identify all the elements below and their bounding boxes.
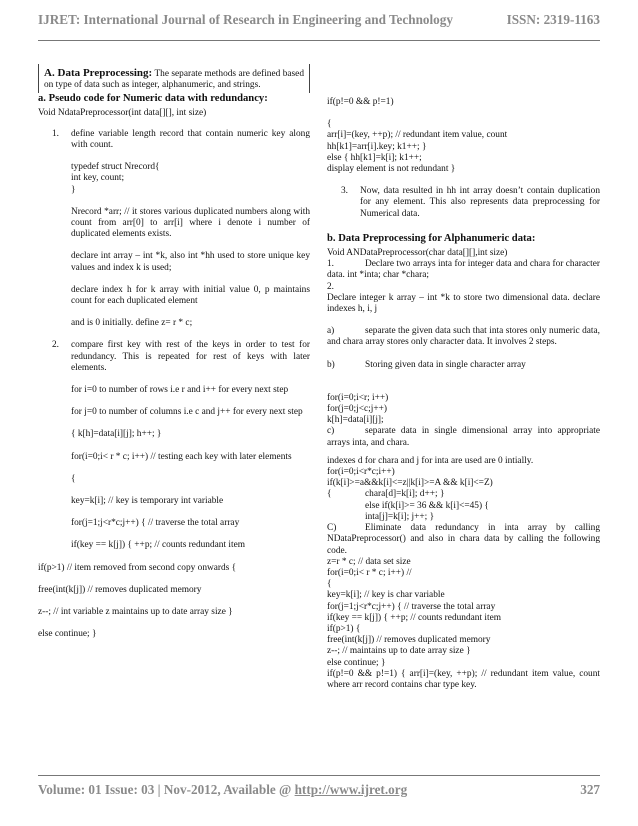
sub-a-text: separate the given data such that inta stores only numeric data, and chara array stores only character data. It involves 2 steps.: [327, 326, 600, 348]
typedef-line-2: int key, count;: [71, 173, 125, 184]
sub-c-label: c): [327, 426, 335, 437]
open-brace-r: {: [327, 119, 332, 130]
open-brace: {: [71, 473, 76, 484]
free-r: free(int(k[j]) // removes duplicated memory: [327, 635, 491, 646]
b-step-1-num: 1.: [327, 259, 335, 270]
footer-volume-text: Volume: 01 Issue: 03 | Nov-2012, Available @: [38, 782, 295, 797]
sub-c: [327, 426, 600, 448]
section-a-intro: [38, 64, 310, 93]
z-dec-r: z--; // maintains up to date array size }: [327, 646, 471, 657]
footer-url-link[interactable]: http://www.ijret.org: [294, 782, 408, 797]
open-brace-r2: {: [327, 579, 332, 590]
if-key-equal: if(key == k[j]) { ++p; // counts redundant item: [71, 540, 245, 551]
loop-i-text: for i=0 to number of rows i.e r and i++ for every next step: [71, 385, 289, 396]
chara-line: [327, 489, 600, 500]
step-C-label: C): [327, 523, 337, 534]
sub-b: [327, 360, 600, 371]
sub-b-text: Storing given data in single character array: [365, 359, 526, 370]
sub-c-text: separate data in single dimensional array into appropriate arrays inta, and chara.: [327, 426, 600, 448]
sub-a-label: a): [327, 326, 335, 337]
typedef-line-3: }: [71, 184, 76, 195]
func-andata: Void ANDataPreprocessor(char data[][],int size): [327, 248, 508, 259]
list-item-1-text: define variable length record that contain numeric key along with count.: [71, 128, 310, 151]
list-item-1-num: 1.: [52, 128, 60, 139]
last-line: if(p!=0 && p!=1) { arr[i]=(key, ++p); // redundant item value, count where arr record contains char type key.: [327, 668, 600, 690]
b-step-1: [327, 259, 600, 281]
for-i-loop: for(i=0;i< r * c; i++) // testing each key with later elements: [71, 451, 292, 462]
z-decrement: z--; // int variable z maintains up to date array size }: [38, 607, 233, 618]
loop-j-text: for j=0 to number of columns i.e c and j++ for every next step: [71, 407, 303, 418]
declare-h-text: declare index h for k array with initial value 0, p maintains count for each duplicated element: [71, 284, 310, 307]
section-a-lead: A. Data Preprocessing:: [44, 67, 153, 79]
page-header: [0, 0, 638, 58]
sub-b-label: b): [327, 359, 335, 370]
section-a-text: The separate methods are defined based on type of data such as integer, alphanumeric, and strings.: [44, 69, 304, 91]
z-size: z=r * c; // data set size: [327, 556, 411, 567]
b-step-1-text: Declare two arrays inta for integer data and chara for character data. int *inta; char *chara;: [327, 259, 600, 281]
nrecord-text: Nrecord *arr; // it stores various duplicated numbers along with count from arr[0] to arr[i] where i denote i number of duplicated elements exists.: [71, 206, 310, 240]
b-step-2-num: 2.: [327, 281, 335, 292]
typedef-block: [38, 162, 310, 196]
for-j-loop: for(j=1;j<r*c;j++) { // traverse the total array: [71, 518, 240, 529]
page-number: 327: [580, 782, 600, 797]
list-item-3: [327, 186, 600, 220]
if-k-range: if(k[i]>=a&&k[i]<=z||k[i]>=A && k[i]<=Z): [327, 478, 493, 489]
if-p1-r: if(p>1) {: [327, 623, 361, 634]
for-j2: for(j=1;j<r*c;j++) { // traverse the total array: [327, 601, 496, 612]
footer-rule: [38, 775, 600, 776]
key-assign: key=k[i]; // key is temporary int variable: [71, 496, 224, 507]
key-char: key=k[i]; // key is char variable: [327, 590, 445, 601]
hh-assign: hh[k1]=arr[i].key; k1++; }: [327, 141, 427, 152]
for-i3: for(i=0;i< r * c; i++) //: [327, 567, 412, 578]
list-item-3-text: Now, data resulted in hh int array doesn’t contain duplication for any element. This also represents data preprocessing for Numerical data.: [360, 186, 600, 219]
for-i-r: for(i=0;i<r; i++): [327, 392, 389, 403]
else-continue-r: else continue; }: [327, 657, 386, 668]
else-if-line: else if(k[i]>= 36 && k[i]<=45) {: [365, 500, 489, 511]
free-memory: free(int(k[j]) // removes duplicated memory: [38, 584, 202, 595]
func-ndata: Void NdataPreprocessor(int data[][], int size): [38, 107, 207, 118]
left-column: [38, 64, 310, 641]
indexes-line: indexes d for chara and j for inta are used are 0 intially.: [327, 455, 534, 466]
else-continue: else continue; }: [38, 629, 97, 640]
list-item-2-text: compare first key with rest of the keys in order to test for redundancy. This is repeated for rest of keys with later elements.: [71, 340, 310, 373]
step-C-text: Eliminate data redundancy in inta array by calling NDataPreprocessor() and also in chara data by calling the following code.: [327, 523, 600, 556]
sub-a: [327, 326, 600, 348]
right-column: [327, 64, 600, 691]
for-i2: for(i=0;i<r*c;i++): [327, 467, 395, 478]
step-C: [327, 523, 600, 557]
journal-title: IJRET: International Journal of Research in Engineering and Technology: [38, 12, 453, 27]
chara-assign: chara[d]=k[i]; d++; }: [365, 489, 445, 500]
display-line: display element is not redundant }: [327, 164, 456, 175]
for-j-r: for(j=0;j<c;j++): [327, 404, 387, 415]
if-key-r: if(key == k[j]) { ++p; // counts redundant item: [327, 612, 501, 623]
inta-assign: inta[j]=k[i]; j++; }: [365, 511, 435, 522]
arr-assign: arr[i]=(key, ++p); // redundant item value, count: [327, 130, 508, 141]
b-step-2-text: Declare integer k array – int *k to store two dimensional data. declare indexes h, i, j: [327, 292, 600, 315]
heading-alphanumeric: b. Data Preprocessing for Alphanumeric data:: [327, 232, 536, 244]
issn: ISSN: 2319-1163: [506, 12, 600, 27]
else-hh: else { hh[k1]=k[i]; k1++;: [327, 152, 422, 163]
list-item-2-num: 2.: [52, 340, 60, 351]
if-p-not-0-1: if(p!=0 && p!=1): [327, 97, 394, 107]
footer-volume: [38, 782, 407, 798]
list-item-1: [38, 129, 310, 151]
header-rule: [38, 40, 600, 41]
list-item-3-num: 3.: [341, 186, 349, 197]
chara-brace: {: [327, 489, 332, 500]
heading-numeric: a. Pseudo code for Numeric data with redundancy:: [38, 93, 268, 105]
typedef-line-1: typedef struct Nrecord{: [71, 162, 160, 173]
if-p-gt-1: if(p>1) // item removed from second copy onwards {: [38, 562, 237, 573]
index-i-text: and is 0 initially. define z= r * c;: [71, 318, 193, 329]
kh-assign-r: k[h]=data[i][j];: [327, 415, 384, 426]
kh-assign: { k[h]=data[i][j]; h++; }: [71, 429, 162, 440]
declare-k-text: declare int array – int *k, also int *hh used to store unique key values and index k is used;: [71, 251, 310, 273]
list-item-2: [38, 340, 310, 374]
